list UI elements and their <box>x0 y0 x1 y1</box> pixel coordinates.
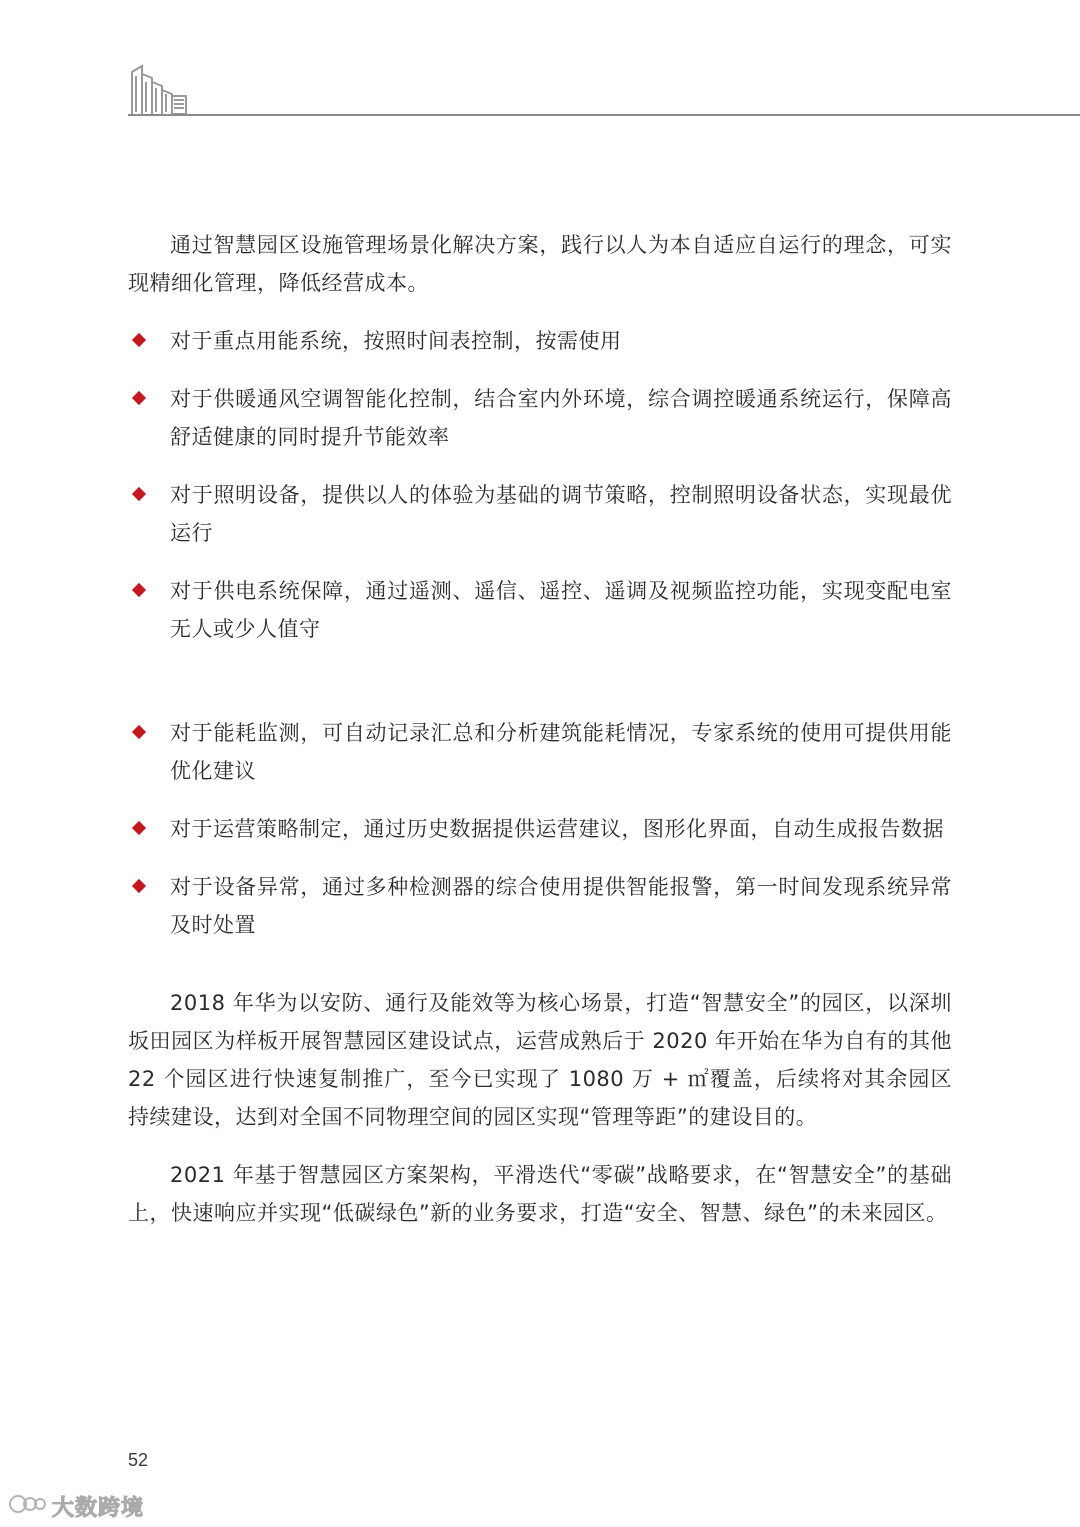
brand-logo-icon <box>8 1491 48 1521</box>
watermark <box>8 1490 144 1522</box>
list-item <box>128 476 952 552</box>
bullet-list-2 <box>128 714 952 944</box>
list-item <box>128 810 952 848</box>
paragraph-2018: 2018 年华为以安防、通行及能效等为核心场景，打造“智慧安全”的园区，以深圳坂田园区为样板开展智慧园区建设试点，运营成熟后于 2020 年开始在华为自有的其他 22 个园区进行快速复制推广，至今已实现了 1080 万 + ㎡覆盖，后续将对其余园区持续建设，达到对全国不同物理空间的园区实现“管理等距”的建设目的。 <box>128 991 952 1129</box>
list-item <box>128 380 952 456</box>
page-number: 52 <box>128 1450 149 1470</box>
list-item-text: 对于供暖通风空调智能化控制，结合室内外环境，综合调控暖通系统运行，保障高舒适健康的同时提升节能效率 <box>170 387 952 449</box>
diamond-bullet-icon <box>132 487 146 501</box>
diamond-bullet-icon <box>132 725 146 739</box>
building-logo-icon <box>128 62 190 116</box>
diamond-bullet-icon <box>132 583 146 597</box>
intro-paragraph: 通过智慧园区设施管理场景化解决方案，践行以人为本自适应自运行的理念，可实现精细化管理，降低经营成本。 <box>128 233 952 295</box>
list-item-text: 对于供电系统保障，通过遥测、遥信、遥控、遥调及视频监控功能，实现变配电室无人或少人值守 <box>170 579 952 641</box>
bullet-list-1 <box>128 322 952 648</box>
paragraph-2021: 2021 年基于智慧园区方案架构，平滑迭代“零碳”战略要求，在“智慧安全”的基础上，快速响应并实现“低碳绿色”新的业务要求，打造“安全、智慧、绿色”的未来园区。 <box>128 1163 952 1225</box>
diamond-bullet-icon <box>132 333 146 347</box>
watermark-text: 大数跨境 <box>52 1495 145 1521</box>
list-item-text: 对于运营策略制定，通过历史数据提供运营建议，图形化界面，自动生成报告数据 <box>170 817 944 841</box>
list-item <box>128 572 952 648</box>
diamond-bullet-icon <box>132 879 146 893</box>
list-item-text: 对于重点用能系统，按照时间表控制，按需使用 <box>170 329 622 353</box>
diamond-bullet-icon <box>132 821 146 835</box>
list-item <box>128 322 952 360</box>
list-item-text: 对于设备异常，通过多种检测器的综合使用提供智能报警，第一时间发现系统异常及时处置 <box>170 875 952 937</box>
list-item-text: 对于能耗监测，可自动记录汇总和分析建筑能耗情况，专家系统的使用可提供用能优化建议 <box>170 721 952 783</box>
header-divider <box>128 114 1080 116</box>
list-item <box>128 868 952 944</box>
list-item-text: 对于照明设备，提供以人的体验为基础的调节策略，控制照明设备状态，实现最优运行 <box>170 483 952 545</box>
list-item <box>128 714 952 790</box>
diamond-bullet-icon <box>132 391 146 405</box>
main-content <box>128 226 952 1232</box>
